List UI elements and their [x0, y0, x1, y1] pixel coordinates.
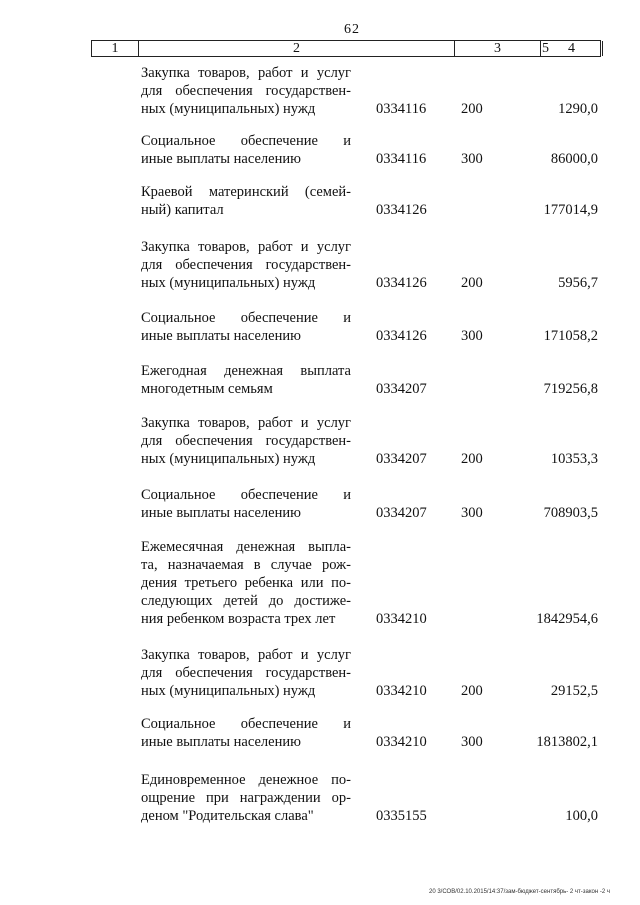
row-expense-type: 300: [461, 328, 483, 344]
description-line: Единовременное денежное по-: [141, 772, 351, 788]
row-amount: 177014,9: [543, 202, 598, 218]
description-line: ных (муниципальных) нужд: [141, 451, 316, 467]
row-expense-type: 200: [461, 451, 483, 467]
row-amount: 1290,0: [558, 101, 598, 117]
row-amount: 29152,5: [550, 683, 598, 699]
description-line: ный) капитал: [141, 202, 224, 218]
row-amount: 1813802,1: [536, 734, 598, 750]
row-code: 0334210: [376, 611, 427, 627]
row-code: 0334210: [376, 734, 427, 750]
row-description: [141, 646, 351, 700]
description-line: та, назначаемая в случае рож-: [141, 557, 351, 573]
description-line: Краевой материнский (семей-: [141, 184, 351, 200]
row-amount: 171058,2: [543, 328, 598, 344]
row-description: [141, 486, 351, 522]
row-amount: 100,0: [565, 808, 598, 824]
description-line: ных (муниципальных) нужд: [141, 101, 316, 117]
row-amount: 708903,5: [543, 505, 598, 521]
row-code: 0334207: [376, 505, 427, 521]
row-code: 0334207: [376, 381, 427, 397]
row-description: [141, 771, 351, 825]
row-description: [141, 132, 351, 168]
header-col-5-label: 5: [542, 41, 549, 56]
row-expense-type: 200: [461, 101, 483, 117]
row-expense-type: 200: [461, 275, 483, 291]
description-line: Социальное обеспечение и: [141, 487, 351, 503]
row-description: [141, 238, 351, 292]
row-description: [141, 183, 351, 219]
description-line: Социальное обеспечение и: [141, 310, 351, 326]
row-expense-type: 200: [461, 683, 483, 699]
header-col-2: 2: [139, 41, 455, 56]
description-line: для обеспечения государствен-: [141, 83, 351, 99]
description-line: Ежемесячная денежная выпла-: [141, 539, 351, 555]
description-line: Закупка товаров, работ и услуг: [141, 415, 351, 431]
page-number: 62: [344, 22, 360, 37]
row-amount: 5956,7: [558, 275, 598, 291]
row-amount: 1842954,6: [536, 611, 598, 627]
row-amount: 719256,8: [543, 381, 598, 397]
description-line: иные выплаты населению: [141, 151, 301, 167]
description-line: иные выплаты населению: [141, 505, 301, 521]
row-description: [141, 715, 351, 751]
row-description: [141, 362, 351, 398]
row-description: [141, 64, 351, 118]
description-line: ных (муниципальных) нужд: [141, 683, 316, 699]
row-amount: 86000,0: [550, 151, 598, 167]
description-line: деном "Родительская слава": [141, 808, 314, 824]
description-line: следующих детей до достиже-: [141, 593, 351, 609]
row-code: 0334126: [376, 328, 427, 344]
header-col-3: 3: [455, 41, 541, 56]
row-expense-type: 300: [461, 734, 483, 750]
description-line: для обеспечения государствен-: [141, 257, 351, 273]
row-code: 0334126: [376, 275, 427, 291]
row-code: 0334116: [376, 101, 427, 117]
description-line: для обеспечения государствен-: [141, 665, 351, 681]
footer-note: 20 3/СОВ/02.10.2015/14:37/зам-бюджет-сентябрь- 2 чт-закон -2 ч: [429, 889, 610, 895]
description-line: иные выплаты населению: [141, 328, 301, 344]
row-code: 0334207: [376, 451, 427, 467]
row-code: 0334116: [376, 151, 427, 167]
description-line: Ежегодная денежная выплата: [141, 363, 351, 379]
description-line: Социальное обеспечение и: [141, 716, 351, 732]
description-line: Закупка товаров, работ и услуг: [141, 65, 351, 81]
row-description: [141, 414, 351, 468]
description-line: для обеспечения государствен-: [141, 433, 351, 449]
header-col-4: 4: [541, 41, 603, 56]
description-line: многодетным семьям: [141, 381, 273, 397]
description-line: Закупка товаров, работ и услуг: [141, 239, 351, 255]
row-amount: 10353,3: [550, 451, 598, 467]
description-line: ния ребенком возраста трех лет: [141, 611, 336, 627]
row-code: 0334210: [376, 683, 427, 699]
row-description: [141, 309, 351, 345]
description-line: ощрение при награждении ор-: [141, 790, 351, 806]
row-code: 0335155: [376, 808, 427, 824]
header-col-1: 1: [92, 41, 139, 56]
description-line: дения третьего ребенка или по-: [141, 575, 351, 591]
row-code: 0334126: [376, 202, 427, 218]
row-description: [141, 538, 351, 628]
row-expense-type: 300: [461, 151, 483, 167]
row-expense-type: 300: [461, 505, 483, 521]
description-line: иные выплаты населению: [141, 734, 301, 750]
description-line: ных (муниципальных) нужд: [141, 275, 316, 291]
description-line: Социальное обеспечение и: [141, 133, 351, 149]
description-line: Закупка товаров, работ и услуг: [141, 647, 351, 663]
